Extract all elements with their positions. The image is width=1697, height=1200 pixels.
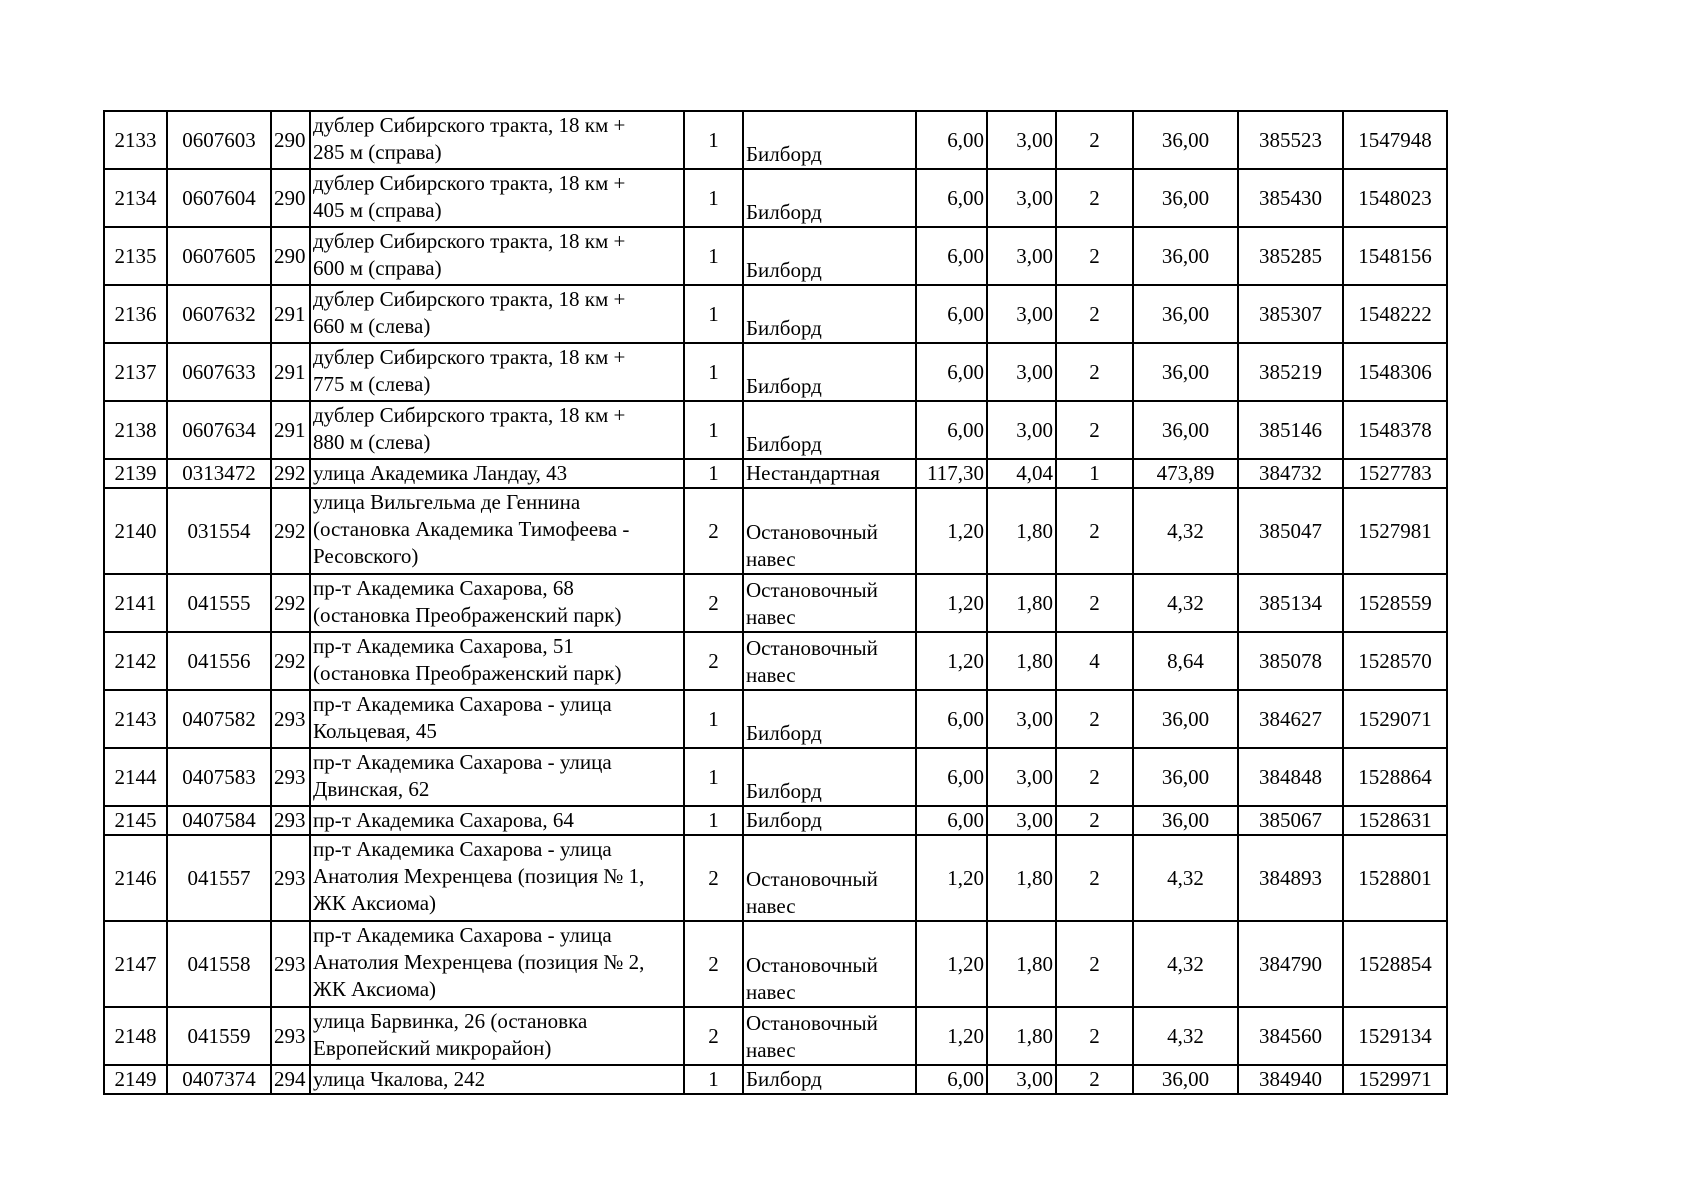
- address-line: пр-т Академика Сахарова, 68: [313, 576, 574, 600]
- type-line: Билборд: [746, 142, 822, 166]
- area-cell: 4,32: [1133, 488, 1238, 574]
- group-number-cell: 290: [271, 227, 310, 285]
- coordinate-x-cell: 384627: [1238, 690, 1343, 748]
- structure-type-cell: [743, 748, 916, 806]
- coordinate-x-cell: 384560: [1238, 1007, 1343, 1065]
- table-row: [104, 632, 1447, 690]
- group-number-cell: 293: [271, 806, 310, 835]
- height-cell: 3,00: [987, 401, 1056, 459]
- quantity-cell: 1: [684, 748, 743, 806]
- table-row: [104, 574, 1447, 632]
- area-cell: 4,32: [1133, 1007, 1238, 1065]
- structure-code-cell: 041555: [167, 574, 271, 632]
- height-cell: 1,80: [987, 1007, 1056, 1065]
- structure-type-cell: [743, 574, 916, 632]
- coordinate-x-cell: 384732: [1238, 459, 1343, 488]
- sides-cell: 2: [1056, 285, 1133, 343]
- address-line: (остановка Преображенский парк): [313, 603, 622, 627]
- height-cell: 3,00: [987, 285, 1056, 343]
- structure-code-cell: 0607603: [167, 111, 271, 169]
- height-cell: 3,00: [987, 1065, 1056, 1094]
- quantity-cell: 1: [684, 1065, 743, 1094]
- width-cell: 6,00: [916, 806, 987, 835]
- quantity-cell: 1: [684, 111, 743, 169]
- coordinate-x-cell: 385430: [1238, 169, 1343, 227]
- structure-type-cell: [743, 111, 916, 169]
- row-number-cell: 2143: [104, 690, 167, 748]
- structure-type-cell: [743, 1007, 916, 1065]
- row-number-cell: 2148: [104, 1007, 167, 1065]
- table-row: [104, 285, 1447, 343]
- quantity-cell: 1: [684, 169, 743, 227]
- quantity-cell: 2: [684, 1007, 743, 1065]
- type-line: Билборд: [746, 779, 822, 803]
- type-line: Билборд: [746, 316, 822, 340]
- area-cell: 36,00: [1133, 169, 1238, 227]
- height-cell: 3,00: [987, 343, 1056, 401]
- advertising-structures-table: [103, 110, 1448, 1095]
- coordinate-x-cell: 385067: [1238, 806, 1343, 835]
- width-cell: 1,20: [916, 574, 987, 632]
- row-number-cell: 2140: [104, 488, 167, 574]
- group-number-cell: 292: [271, 459, 310, 488]
- coordinate-x-cell: 384893: [1238, 835, 1343, 921]
- type-line: Билборд: [746, 1067, 822, 1091]
- table-body: [104, 111, 1447, 1094]
- coordinate-y-cell: 1548156: [1343, 227, 1447, 285]
- table-row: [104, 169, 1447, 227]
- width-cell: 6,00: [916, 169, 987, 227]
- width-cell: 6,00: [916, 690, 987, 748]
- address-line: Ресовского): [313, 544, 419, 568]
- width-cell: 6,00: [916, 343, 987, 401]
- quantity-cell: 1: [684, 690, 743, 748]
- table-row: [104, 806, 1447, 835]
- row-number-cell: 2137: [104, 343, 167, 401]
- coordinate-x-cell: 384848: [1238, 748, 1343, 806]
- group-number-cell: 292: [271, 574, 310, 632]
- width-cell: 6,00: [916, 748, 987, 806]
- width-cell: 6,00: [916, 285, 987, 343]
- address-line: Кольцевая, 45: [313, 719, 437, 743]
- type-line: навес: [746, 663, 796, 687]
- address-line: улица Барвинка, 26 (остановка: [313, 1009, 588, 1033]
- address-line: 405 м (справа): [313, 198, 442, 222]
- coordinate-y-cell: 1527981: [1343, 488, 1447, 574]
- address-cell: [310, 806, 684, 835]
- address-cell: [310, 169, 684, 227]
- group-number-cell: 293: [271, 835, 310, 921]
- sides-cell: 2: [1056, 690, 1133, 748]
- address-cell: [310, 574, 684, 632]
- height-cell: 1,80: [987, 835, 1056, 921]
- address-cell: [310, 488, 684, 574]
- table-row: [104, 111, 1447, 169]
- sides-cell: 2: [1056, 806, 1133, 835]
- type-line: Остановочный: [746, 636, 878, 660]
- table-row: [104, 1065, 1447, 1094]
- address-cell: [310, 285, 684, 343]
- address-line: 775 м (слева): [313, 372, 431, 396]
- coordinate-x-cell: 385146: [1238, 401, 1343, 459]
- coordinate-y-cell: 1528559: [1343, 574, 1447, 632]
- area-cell: 8,64: [1133, 632, 1238, 690]
- height-cell: 1,80: [987, 921, 1056, 1007]
- sides-cell: 2: [1056, 111, 1133, 169]
- sides-cell: 2: [1056, 169, 1133, 227]
- type-line: Билборд: [746, 432, 822, 456]
- width-cell: 6,00: [916, 1065, 987, 1094]
- address-line: Анатолия Мехренцева (позиция № 1,: [313, 864, 645, 888]
- group-number-cell: 291: [271, 401, 310, 459]
- address-line: (остановка Академика Тимофеева -: [313, 517, 630, 541]
- address-line: Анатолия Мехренцева (позиция № 2,: [313, 950, 645, 974]
- quantity-cell: 2: [684, 574, 743, 632]
- coordinate-x-cell: 385219: [1238, 343, 1343, 401]
- address-line: Европейский микрорайон): [313, 1036, 552, 1060]
- height-cell: 1,80: [987, 632, 1056, 690]
- quantity-cell: 1: [684, 227, 743, 285]
- height-cell: 1,80: [987, 574, 1056, 632]
- width-cell: 1,20: [916, 488, 987, 574]
- address-cell: [310, 690, 684, 748]
- quantity-cell: 1: [684, 459, 743, 488]
- area-cell: 473,89: [1133, 459, 1238, 488]
- coordinate-x-cell: 384790: [1238, 921, 1343, 1007]
- height-cell: 3,00: [987, 748, 1056, 806]
- row-number-cell: 2145: [104, 806, 167, 835]
- area-cell: 36,00: [1133, 748, 1238, 806]
- row-number-cell: 2138: [104, 401, 167, 459]
- coordinate-y-cell: 1528801: [1343, 835, 1447, 921]
- address-line: дублер Сибирского тракта, 18 км +: [313, 287, 626, 311]
- row-number-cell: 2141: [104, 574, 167, 632]
- sides-cell: 2: [1056, 574, 1133, 632]
- group-number-cell: 291: [271, 343, 310, 401]
- type-line: Остановочный: [746, 867, 878, 891]
- sides-cell: 4: [1056, 632, 1133, 690]
- type-line: Билборд: [746, 374, 822, 398]
- group-number-cell: 290: [271, 111, 310, 169]
- coordinate-x-cell: 385047: [1238, 488, 1343, 574]
- address-line: 660 м (слева): [313, 314, 431, 338]
- width-cell: 117,30: [916, 459, 987, 488]
- coordinate-x-cell: 384940: [1238, 1065, 1343, 1094]
- structure-type-cell: [743, 227, 916, 285]
- width-cell: 1,20: [916, 921, 987, 1007]
- type-line: Остановочный: [746, 1011, 878, 1035]
- row-number-cell: 2133: [104, 111, 167, 169]
- coordinate-x-cell: 385078: [1238, 632, 1343, 690]
- type-line: Билборд: [746, 808, 822, 832]
- address-cell: [310, 632, 684, 690]
- type-line: Остановочный: [746, 578, 878, 602]
- area-cell: 36,00: [1133, 401, 1238, 459]
- structure-code-cell: 0607632: [167, 285, 271, 343]
- sides-cell: 2: [1056, 488, 1133, 574]
- quantity-cell: 1: [684, 401, 743, 459]
- width-cell: 1,20: [916, 835, 987, 921]
- width-cell: 6,00: [916, 227, 987, 285]
- table-row: [104, 835, 1447, 921]
- structure-code-cell: 0313472: [167, 459, 271, 488]
- address-line: пр-т Академика Сахарова - улица: [313, 692, 612, 716]
- table-row: [104, 690, 1447, 748]
- height-cell: 1,80: [987, 488, 1056, 574]
- table-row: [104, 401, 1447, 459]
- type-line: Остановочный: [746, 520, 878, 544]
- structure-type-cell: [743, 401, 916, 459]
- sides-cell: 2: [1056, 401, 1133, 459]
- type-line: Нестандартная: [746, 461, 880, 485]
- type-line: Билборд: [746, 721, 822, 745]
- coordinate-y-cell: 1529134: [1343, 1007, 1447, 1065]
- type-line: Билборд: [746, 200, 822, 224]
- coordinate-y-cell: 1548306: [1343, 343, 1447, 401]
- address-line: (остановка Преображенский парк): [313, 661, 622, 685]
- structure-code-cell: 0607634: [167, 401, 271, 459]
- table-row: [104, 343, 1447, 401]
- structure-code-cell: 0607605: [167, 227, 271, 285]
- sides-cell: 2: [1056, 227, 1133, 285]
- sides-cell: 2: [1056, 1065, 1133, 1094]
- structure-code-cell: 041557: [167, 835, 271, 921]
- address-line: 285 м (справа): [313, 140, 442, 164]
- address-line: пр-т Академика Сахарова - улица: [313, 837, 612, 861]
- quantity-cell: 2: [684, 835, 743, 921]
- height-cell: 4,04: [987, 459, 1056, 488]
- address-line: ЖК Аксиома): [313, 891, 437, 915]
- table-row: [104, 227, 1447, 285]
- width-cell: 1,20: [916, 632, 987, 690]
- coordinate-y-cell: 1548222: [1343, 285, 1447, 343]
- row-number-cell: 2144: [104, 748, 167, 806]
- structure-type-cell: [743, 169, 916, 227]
- coordinate-y-cell: 1528864: [1343, 748, 1447, 806]
- height-cell: 3,00: [987, 111, 1056, 169]
- address-line: улица Чкалова, 242: [313, 1067, 486, 1091]
- area-cell: 36,00: [1133, 343, 1238, 401]
- sides-cell: 2: [1056, 343, 1133, 401]
- table-row: [104, 459, 1447, 488]
- group-number-cell: 293: [271, 921, 310, 1007]
- address-line: 600 м (справа): [313, 256, 442, 280]
- group-number-cell: 291: [271, 285, 310, 343]
- area-cell: 36,00: [1133, 111, 1238, 169]
- group-number-cell: 290: [271, 169, 310, 227]
- coordinate-x-cell: 385307: [1238, 285, 1343, 343]
- sides-cell: 1: [1056, 459, 1133, 488]
- height-cell: 3,00: [987, 806, 1056, 835]
- coordinate-y-cell: 1528570: [1343, 632, 1447, 690]
- sides-cell: 2: [1056, 835, 1133, 921]
- structure-code-cell: 0407582: [167, 690, 271, 748]
- structure-type-cell: [743, 343, 916, 401]
- structure-code-cell: 041556: [167, 632, 271, 690]
- row-number-cell: 2146: [104, 835, 167, 921]
- structure-code-cell: 0407584: [167, 806, 271, 835]
- coordinate-x-cell: 385523: [1238, 111, 1343, 169]
- coordinate-y-cell: 1548023: [1343, 169, 1447, 227]
- structure-code-cell: 0607633: [167, 343, 271, 401]
- group-number-cell: 292: [271, 488, 310, 574]
- area-cell: 36,00: [1133, 806, 1238, 835]
- address-line: 880 м (слева): [313, 430, 431, 454]
- width-cell: 1,20: [916, 1007, 987, 1065]
- type-line: Остановочный: [746, 953, 878, 977]
- coordinate-x-cell: 385285: [1238, 227, 1343, 285]
- coordinate-y-cell: 1548378: [1343, 401, 1447, 459]
- sides-cell: 2: [1056, 1007, 1133, 1065]
- row-number-cell: 2149: [104, 1065, 167, 1094]
- address-line: дублер Сибирского тракта, 18 км +: [313, 403, 626, 427]
- address-line: Двинская, 62: [313, 777, 430, 801]
- width-cell: 6,00: [916, 401, 987, 459]
- structure-type-cell: [743, 632, 916, 690]
- row-number-cell: 2147: [104, 921, 167, 1007]
- sides-cell: 2: [1056, 748, 1133, 806]
- structure-code-cell: 0407374: [167, 1065, 271, 1094]
- group-number-cell: 293: [271, 1007, 310, 1065]
- structure-type-cell: [743, 835, 916, 921]
- height-cell: 3,00: [987, 227, 1056, 285]
- table-row: [104, 921, 1447, 1007]
- sides-cell: 2: [1056, 921, 1133, 1007]
- group-number-cell: 293: [271, 748, 310, 806]
- structure-type-cell: [743, 285, 916, 343]
- quantity-cell: 2: [684, 921, 743, 1007]
- quantity-cell: 1: [684, 285, 743, 343]
- area-cell: 36,00: [1133, 227, 1238, 285]
- address-line: дублер Сибирского тракта, 18 км +: [313, 171, 626, 195]
- coordinate-x-cell: 385134: [1238, 574, 1343, 632]
- area-cell: 4,32: [1133, 835, 1238, 921]
- height-cell: 3,00: [987, 169, 1056, 227]
- coordinate-y-cell: 1547948: [1343, 111, 1447, 169]
- area-cell: 36,00: [1133, 690, 1238, 748]
- address-cell: [310, 459, 684, 488]
- quantity-cell: 2: [684, 632, 743, 690]
- coordinate-y-cell: 1529071: [1343, 690, 1447, 748]
- row-number-cell: 2134: [104, 169, 167, 227]
- area-cell: 36,00: [1133, 1065, 1238, 1094]
- structure-type-cell: [743, 1065, 916, 1094]
- area-cell: 4,32: [1133, 921, 1238, 1007]
- group-number-cell: 293: [271, 690, 310, 748]
- coordinate-y-cell: 1527783: [1343, 459, 1447, 488]
- structure-type-cell: [743, 921, 916, 1007]
- coordinate-y-cell: 1529971: [1343, 1065, 1447, 1094]
- address-line: пр-т Академика Сахарова, 51: [313, 634, 574, 658]
- address-line: пр-т Академика Сахарова - улица: [313, 750, 612, 774]
- height-cell: 3,00: [987, 690, 1056, 748]
- address-cell: [310, 1007, 684, 1065]
- type-line: навес: [746, 980, 796, 1004]
- structure-code-cell: 041559: [167, 1007, 271, 1065]
- address-cell: [310, 111, 684, 169]
- coordinate-y-cell: 1528631: [1343, 806, 1447, 835]
- address-line: пр-т Академика Сахарова - улица: [313, 923, 612, 947]
- quantity-cell: 1: [684, 343, 743, 401]
- structure-code-cell: 041558: [167, 921, 271, 1007]
- address-cell: [310, 921, 684, 1007]
- row-number-cell: 2139: [104, 459, 167, 488]
- structure-type-cell: [743, 459, 916, 488]
- type-line: навес: [746, 605, 796, 629]
- structure-code-cell: 0407583: [167, 748, 271, 806]
- address-cell: [310, 401, 684, 459]
- type-line: навес: [746, 547, 796, 571]
- address-cell: [310, 748, 684, 806]
- width-cell: 6,00: [916, 111, 987, 169]
- area-cell: 4,32: [1133, 574, 1238, 632]
- address-line: дублер Сибирского тракта, 18 км +: [313, 113, 626, 137]
- address-line: пр-т Академика Сахарова, 64: [313, 808, 574, 832]
- address-cell: [310, 835, 684, 921]
- address-cell: [310, 227, 684, 285]
- address-cell: [310, 343, 684, 401]
- address-line: улица Вильгельма де Геннина: [313, 490, 581, 514]
- row-number-cell: 2135: [104, 227, 167, 285]
- structure-type-cell: [743, 488, 916, 574]
- structure-code-cell: 0607604: [167, 169, 271, 227]
- structure-code-cell: 031554: [167, 488, 271, 574]
- structure-type-cell: [743, 806, 916, 835]
- structure-type-cell: [743, 690, 916, 748]
- table-row: [104, 1007, 1447, 1065]
- address-line: улица Академика Ландау, 43: [313, 461, 568, 485]
- type-line: навес: [746, 1038, 796, 1062]
- row-number-cell: 2142: [104, 632, 167, 690]
- row-number-cell: 2136: [104, 285, 167, 343]
- type-line: Билборд: [746, 258, 822, 282]
- area-cell: 36,00: [1133, 285, 1238, 343]
- group-number-cell: 294: [271, 1065, 310, 1094]
- quantity-cell: 2: [684, 488, 743, 574]
- group-number-cell: 292: [271, 632, 310, 690]
- coordinate-y-cell: 1528854: [1343, 921, 1447, 1007]
- quantity-cell: 1: [684, 806, 743, 835]
- type-line: навес: [746, 894, 796, 918]
- address-line: дублер Сибирского тракта, 18 км +: [313, 229, 626, 253]
- address-line: дублер Сибирского тракта, 18 км +: [313, 345, 626, 369]
- address-line: ЖК Аксиома): [313, 977, 437, 1001]
- table-row: [104, 488, 1447, 574]
- address-cell: [310, 1065, 684, 1094]
- table-row: [104, 748, 1447, 806]
